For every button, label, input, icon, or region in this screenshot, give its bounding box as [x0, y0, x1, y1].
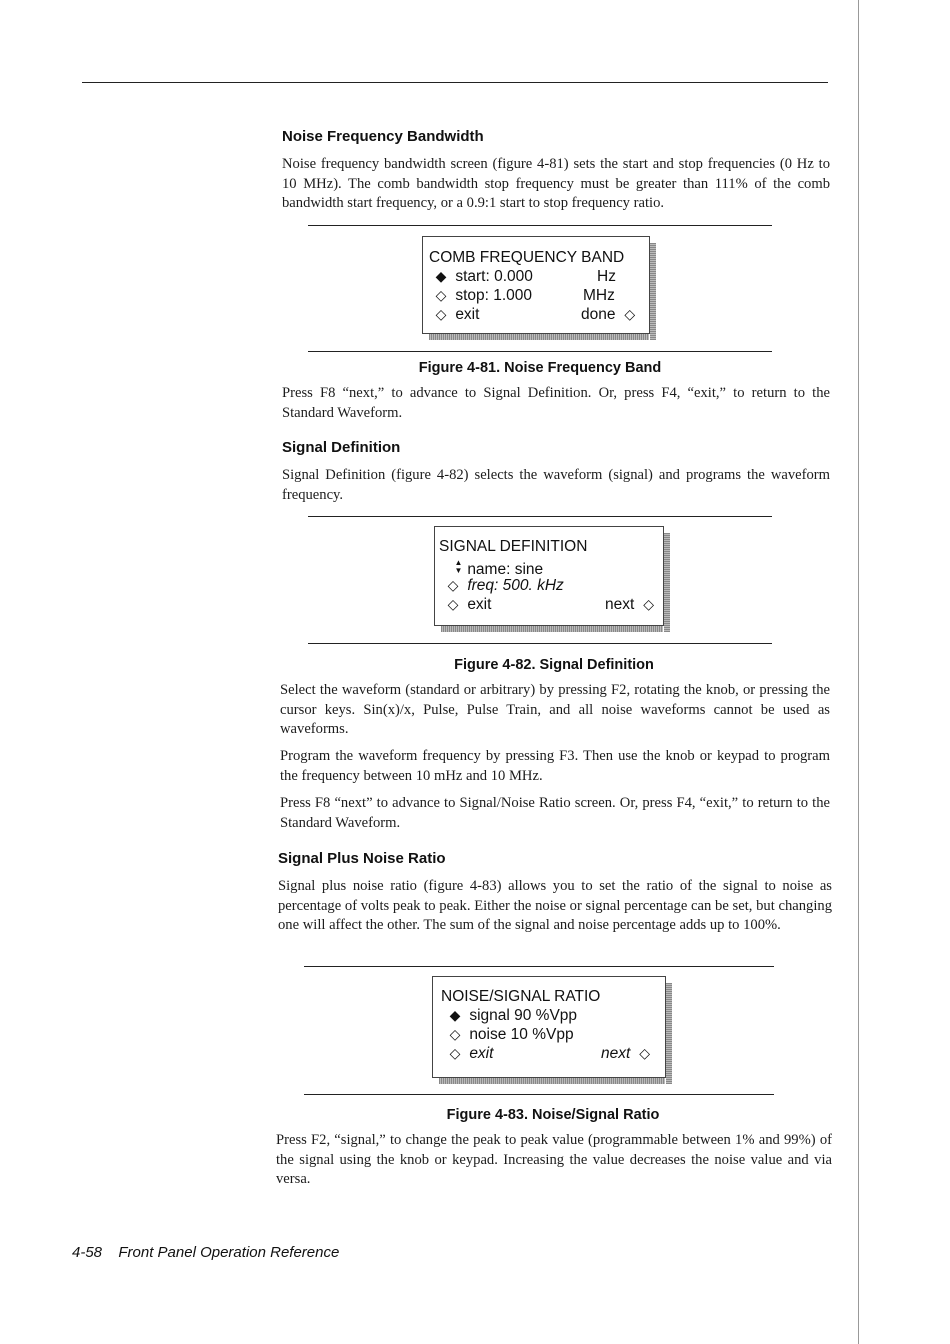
figure-caption-4-82: Figure 4-82. Signal Definition — [454, 657, 654, 673]
paragraph-signal-plus-noise: Signal plus noise ratio (figure 4-83) allows you to set the ratio of the signal to noise as percentage of volts peak to peak. Either the noise or signal percentage can be set, but changing one will affect the other. The sum of the signal and noise percentage adds up to 100%. — [278, 878, 832, 933]
lcd-row-exit — [443, 596, 491, 614]
page-number: 4-58 — [72, 1244, 103, 1261]
stop-unit: MHz — [583, 287, 615, 304]
figure-caption-4-83: Figure 4-83. Noise/Signal Ratio — [446, 1107, 660, 1123]
lcd-shadow — [429, 334, 649, 340]
figure-rule-top — [304, 966, 774, 967]
lcd-row-next — [605, 596, 659, 614]
lcd-shadow — [664, 533, 670, 632]
lcd-title: NOISE/SIGNAL RATIO — [441, 988, 601, 1005]
lcd-screen-comb-frequency-band — [422, 236, 650, 334]
up-down-arrows-icon: ▲▼ — [454, 558, 463, 574]
hollow-diamond-icon: ◇ — [449, 1026, 461, 1042]
paragraph-after-fig83: Press F2, “signal,” to change the peak to peak value (programmable between 1% and 99%) of the signal using the knob or keypad. Increasing the value decreases the noise value and via versa. — [276, 1132, 832, 1187]
freq-value: freq: 500. kHz — [467, 577, 564, 594]
done-label: done — [581, 306, 616, 323]
noise-value: noise 10 %Vpp — [469, 1026, 574, 1043]
filled-diamond-icon: ◆ — [449, 1007, 461, 1023]
hollow-diamond-icon: ◇ — [447, 596, 459, 612]
exit-label: exit — [469, 1045, 494, 1062]
paragraph-program-frequency: Program the waveform frequency by pressing F3. Then use the knob or keypad to program the frequency between 10 mHz and 10 MHz. — [280, 748, 830, 784]
exit-label: exit — [467, 596, 492, 613]
start-unit: Hz — [597, 268, 616, 285]
top-rule — [82, 82, 828, 83]
figure-caption-4-81: Figure 4-81. Noise Frequency Band — [418, 360, 662, 376]
lcd-row-exit — [431, 306, 479, 324]
stop-label: stop: — [455, 287, 489, 304]
lcd-shadow — [439, 1078, 665, 1084]
lcd-screen-noise-signal-ratio — [432, 976, 666, 1078]
lcd-shadow — [650, 243, 656, 340]
next-label: next — [601, 1045, 631, 1062]
stop-value: 1.000 — [493, 287, 533, 304]
filled-diamond-icon: ◆ — [435, 268, 447, 284]
figure-rule-bottom — [308, 351, 772, 352]
lcd-title: SIGNAL DEFINITION — [439, 538, 588, 555]
section-heading-signal-definition: Signal Definition — [282, 439, 401, 456]
paragraph-select-waveform: Select the waveform (standard or arbitrary) by pressing F2, rotating the knob, or pressing the cursor keys. Sin(x)/x, Pulse, Pulse Train, and all noise waveforms cannot be used as waveforms. — [280, 682, 830, 737]
lcd-row-freq — [443, 577, 564, 595]
paragraph-noise-bandwidth: Noise frequency bandwidth screen (figure 4-81) sets the start and stop frequencies (0 Hz to 10 MHz). The comb bandwidth stop frequency must be greater than 111% of the comb bandwidth start frequency, or a 0.9:1 start to stop frequency ratio. — [282, 156, 830, 211]
next-label: next — [605, 596, 635, 613]
hollow-diamond-icon: ◇ — [624, 306, 636, 322]
figure-rule-bottom — [308, 643, 772, 644]
start-value: 0.000 — [494, 268, 533, 285]
hollow-diamond-icon: ◇ — [639, 1045, 651, 1061]
figure-rule-bottom — [304, 1094, 774, 1095]
lcd-title: COMB FREQUENCY BAND — [429, 249, 625, 266]
lcd-row-stop — [431, 287, 532, 305]
exit-label: exit — [455, 306, 480, 323]
lcd-row-name — [443, 558, 543, 579]
lcd-row-start — [431, 268, 533, 286]
lcd-screen-signal-definition — [434, 526, 664, 626]
paragraph-signal-definition: Signal Definition (figure 4-82) selects the waveform (signal) and programs the waveform frequency. — [282, 467, 830, 503]
paragraph-press-f8: Press F8 “next” to advance to Signal/Noise Ratio screen. Or, press F4, “exit,” to return to the Standard Waveform. — [280, 795, 830, 831]
lcd-row-next — [601, 1045, 655, 1063]
page-footer — [72, 1244, 339, 1261]
lcd-row-done — [581, 306, 640, 324]
lcd-row-exit — [445, 1045, 493, 1063]
name-value: name: sine — [467, 561, 544, 578]
paragraph-after-fig81: Press F8 “next,” to advance to Signal Definition. Or, press F4, “exit,” to return to the Standard Waveform. — [282, 385, 830, 421]
lcd-row-noise — [445, 1026, 574, 1044]
lcd-shadow — [666, 983, 672, 1084]
margin-line — [858, 0, 859, 1344]
hollow-diamond-icon: ◇ — [435, 306, 447, 322]
lcd-row-signal — [445, 1007, 577, 1025]
lcd-shadow — [441, 626, 663, 632]
figure-rule-top — [308, 225, 772, 226]
hollow-diamond-icon: ◇ — [435, 287, 447, 303]
footer-section-title: Front Panel Operation Reference — [118, 1244, 340, 1261]
hollow-diamond-icon: ◇ — [447, 577, 459, 593]
hollow-diamond-icon: ◇ — [449, 1045, 461, 1061]
section-heading-signal-plus-noise: Signal Plus Noise Ratio — [278, 850, 446, 867]
hollow-diamond-icon: ◇ — [643, 596, 655, 612]
start-label: start: — [455, 268, 490, 285]
signal-value: signal 90 %Vpp — [469, 1007, 578, 1024]
section-heading-noise-bandwidth: Noise Frequency Bandwidth — [282, 128, 484, 145]
figure-rule-top — [308, 516, 772, 517]
